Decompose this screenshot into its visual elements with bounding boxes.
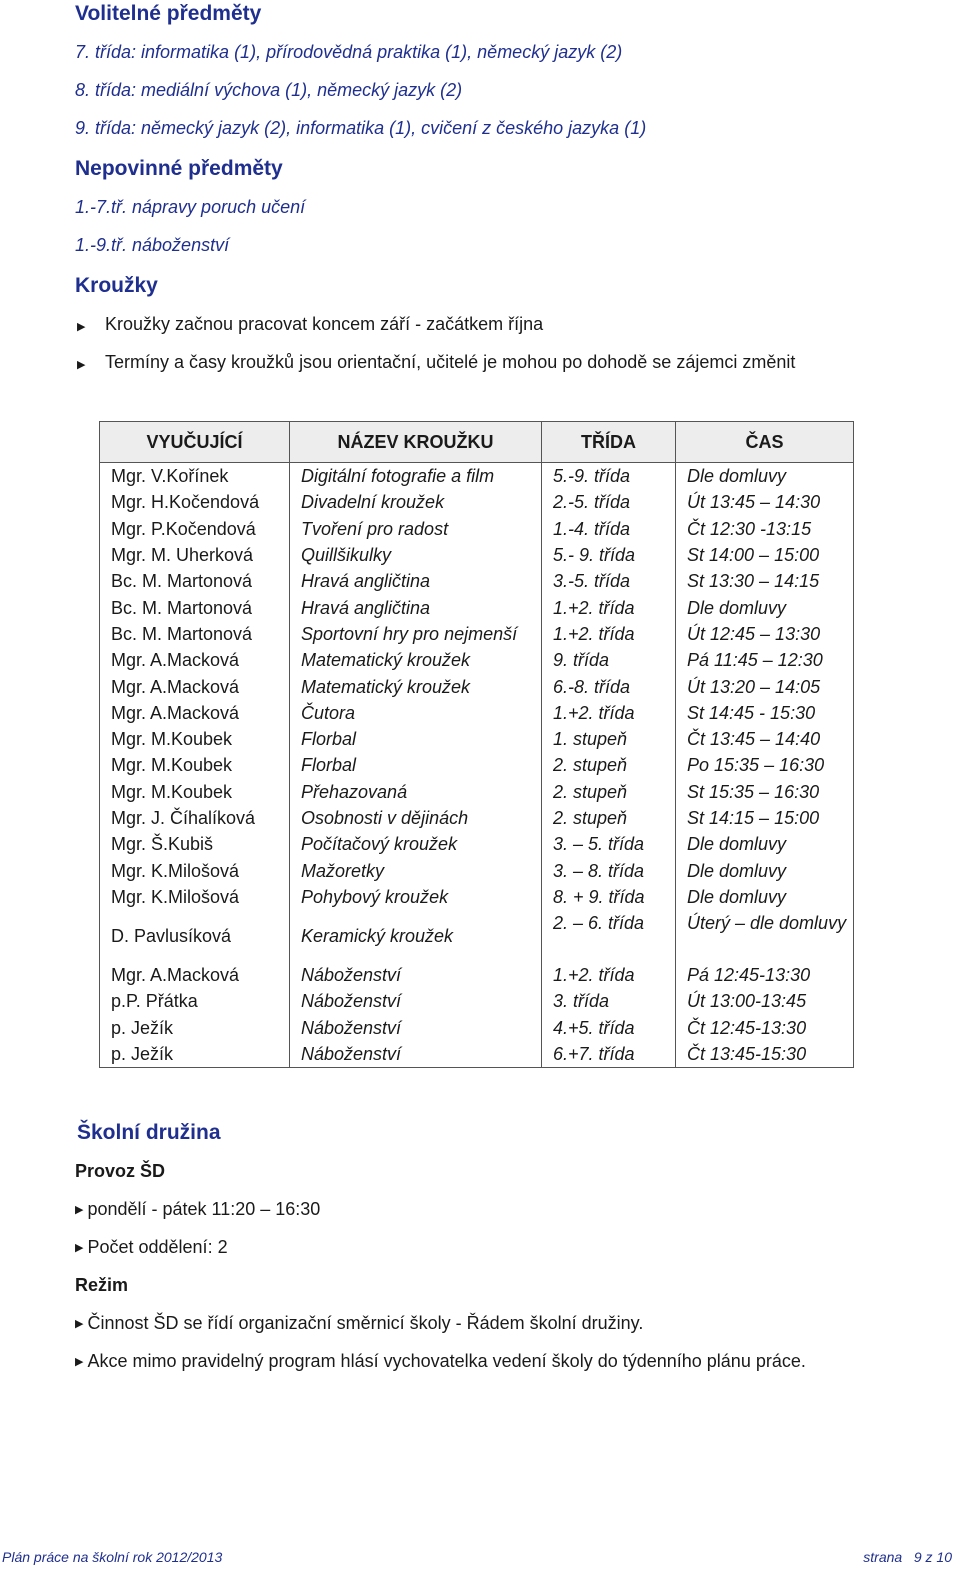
table-row xyxy=(100,516,854,542)
heading-druzina: Školní družina xyxy=(77,1121,221,1144)
volitelne-line: 7. třída: informatika (1), přírodovědná praktika (1), německý jazyk (2) xyxy=(75,42,623,62)
triangle-right-icon: ▶ xyxy=(75,1356,84,1368)
cell-nazev: Přehazovaná xyxy=(290,779,542,805)
cell-trida: 4.+5. třída xyxy=(542,1015,676,1041)
cell-trida: 1.+2. třída xyxy=(542,621,676,647)
cell-cas: Dle domluvy xyxy=(676,857,854,883)
cell-trida: 6.+7. třída xyxy=(542,1041,676,1068)
cell-nazev: Tvoření pro radost xyxy=(290,516,542,542)
heading-volitelne: Volitelné předměty xyxy=(75,2,262,25)
cell-trida: 1.+2. třída xyxy=(542,962,676,988)
cell-nazev: Matematický kroužek xyxy=(290,647,542,673)
rezim-bullet: ▶ Činnost ŠD se řídí organizační směrnicí školy - Řádem školní družiny. xyxy=(75,1313,644,1333)
rezim-bullet: ▶ Akce mimo pravidelný program hlásí vychovatelka vedení školy do týdenního plánu práce. xyxy=(75,1351,806,1371)
table-row xyxy=(100,988,854,1014)
cell-cas: St 14:45 - 15:30 xyxy=(676,700,854,726)
cell-trida: 6.-8. třída xyxy=(542,673,676,699)
column-header-vyucujici: VYUČUJÍCÍ xyxy=(100,422,290,463)
table-row xyxy=(100,962,854,988)
cell-cas: St 14:00 – 15:00 xyxy=(676,542,854,568)
column-header-trida: TŘÍDA xyxy=(542,422,676,463)
cell-vyucujici: Mgr. A.Macková xyxy=(100,647,290,673)
triangle-right-icon: ▶ xyxy=(75,1318,84,1330)
provoz-bullet: ▶ pondělí - pátek 11:20 – 16:30 xyxy=(75,1199,321,1219)
cell-vyucujici: D. Pavlusíková xyxy=(100,910,290,962)
table-header-row xyxy=(100,422,854,463)
cell-cas: Dle domluvy xyxy=(676,594,854,620)
cell-vyucujici: Mgr. H.Kočendová xyxy=(100,489,290,515)
cell-vyucujici: Mgr. M.Koubek xyxy=(100,752,290,778)
cell-trida: 2. stupeň xyxy=(542,779,676,805)
cell-cas: Pá 12:45-13:30 xyxy=(676,962,854,988)
table-row xyxy=(100,857,854,883)
cell-trida: 3. – 8. třída xyxy=(542,857,676,883)
table-row xyxy=(100,779,854,805)
cell-nazev: Digitální fotografie a film xyxy=(290,463,542,490)
cell-vyucujici: Mgr. P.Kočendová xyxy=(100,516,290,542)
cell-nazev: Čutora xyxy=(290,700,542,726)
table-body xyxy=(100,463,854,1068)
triangle-right-icon: ▶ xyxy=(75,1204,84,1216)
cell-nazev: Florbal xyxy=(290,726,542,752)
table-row xyxy=(100,489,854,515)
cell-trida: 1.-4. třída xyxy=(542,516,676,542)
triangle-right-icon: ▶ xyxy=(77,321,86,333)
cell-trida: 9. třída xyxy=(542,647,676,673)
table-row xyxy=(100,542,854,568)
table-row xyxy=(100,1015,854,1041)
provoz-bullet: ▶ Počet oddělení: 2 xyxy=(75,1237,228,1257)
cell-trida: 3. – 5. třída xyxy=(542,831,676,857)
footer-title: Plán práce na školní rok 2012/2013 xyxy=(2,1549,223,1565)
cell-vyucujici: p.P. Přátka xyxy=(100,988,290,1014)
table-row xyxy=(100,594,854,620)
cell-nazev: Keramický kroužek xyxy=(290,910,542,962)
cell-nazev: Mažoretky xyxy=(290,857,542,883)
cell-cas: St 14:15 – 15:00 xyxy=(676,805,854,831)
column-header-cas: ČAS xyxy=(676,422,854,463)
cell-nazev: Náboženství xyxy=(290,1041,542,1068)
heading-nepovinne: Nepovinné předměty xyxy=(75,157,283,180)
triangle-right-icon: ▶ xyxy=(77,359,86,371)
cell-vyucujici: Mgr. K.Milošová xyxy=(100,857,290,883)
cell-vyucujici: Mgr. M. Uherková xyxy=(100,542,290,568)
heading-rezim: Režim xyxy=(75,1275,129,1295)
cell-vyucujici: Mgr. A.Macková xyxy=(100,962,290,988)
volitelne-line: 9. třída: německý jazyk (2), informatika (1), cvičení z českého jazyka (1) xyxy=(75,118,647,138)
cell-nazev: Osobnosti v dějinách xyxy=(290,805,542,831)
cell-nazev: Hravá angličtina xyxy=(290,594,542,620)
cell-trida: 1.+2. třída xyxy=(542,700,676,726)
cell-cas: Dle domluvy xyxy=(676,884,854,910)
cell-vyucujici: Mgr. K.Milošová xyxy=(100,884,290,910)
cell-trida: 2. – 6. třída xyxy=(542,910,676,962)
cell-nazev: Náboženství xyxy=(290,988,542,1014)
triangle-right-icon: ▶ xyxy=(75,1242,84,1254)
cell-nazev: Sportovní hry pro nejmenší xyxy=(290,621,542,647)
table-row xyxy=(100,568,854,594)
heading-krouzky: Kroužky xyxy=(75,274,158,297)
cell-cas: St 15:35 – 16:30 xyxy=(676,779,854,805)
cell-nazev: Pohybový kroužek xyxy=(290,884,542,910)
cell-cas: Út 13:45 – 14:30 xyxy=(676,489,854,515)
cell-trida: 3.-5. třída xyxy=(542,568,676,594)
table-row xyxy=(100,726,854,752)
cell-nazev: Hravá angličtina xyxy=(290,568,542,594)
cell-vyucujici: p. Ježík xyxy=(100,1041,290,1068)
krouzky-bullet: Termíny a časy kroužků jsou orientační, učitelé je mohou po dohodě se zájemci změnit xyxy=(105,352,796,372)
cell-nazev: Matematický kroužek xyxy=(290,673,542,699)
cell-cas: St 13:30 – 14:15 xyxy=(676,568,854,594)
cell-nazev: Náboženství xyxy=(290,962,542,988)
cell-trida: 1. stupeň xyxy=(542,726,676,752)
table-row xyxy=(100,910,854,962)
cell-trida: 2. stupeň xyxy=(542,752,676,778)
cell-cas: Čt 13:45-15:30 xyxy=(676,1041,854,1068)
nepovinne-line: 1.-9.tř. náboženství xyxy=(75,235,230,255)
krouzky-bullet: Kroužky začnou pracovat koncem září - začátkem října xyxy=(105,314,544,334)
table-row xyxy=(100,884,854,910)
cell-trida: 1.+2. třída xyxy=(542,594,676,620)
cell-cas: Pá 11:45 – 12:30 xyxy=(676,647,854,673)
table-row xyxy=(100,621,854,647)
cell-vyucujici: Mgr. A.Macková xyxy=(100,700,290,726)
table-row xyxy=(100,673,854,699)
table-row xyxy=(100,752,854,778)
cell-trida: 3. třída xyxy=(542,988,676,1014)
krouzky-table xyxy=(99,421,854,1068)
nepovinne-line: 1.-7.tř. nápravy poruch učení xyxy=(75,197,306,217)
cell-trida: 2. stupeň xyxy=(542,805,676,831)
cell-cas: Dle domluvy xyxy=(676,831,854,857)
table-row xyxy=(100,1041,854,1068)
cell-cas: Čt 13:45 – 14:40 xyxy=(676,726,854,752)
table-row xyxy=(100,647,854,673)
cell-trida: 2.-5. třída xyxy=(542,489,676,515)
column-header-nazev: NÁZEV KROUŽKU xyxy=(290,422,542,463)
cell-nazev: Náboženství xyxy=(290,1015,542,1041)
cell-vyucujici: Bc. M. Martonová xyxy=(100,621,290,647)
cell-vyucujici: Mgr. V.Kořínek xyxy=(100,463,290,490)
cell-trida: 5.- 9. třída xyxy=(542,542,676,568)
cell-vyucujici: Mgr. M.Koubek xyxy=(100,726,290,752)
cell-nazev: Divadelní kroužek xyxy=(290,489,542,515)
heading-provoz: Provoz ŠD xyxy=(75,1161,166,1181)
cell-trida: 8. + 9. třída xyxy=(542,884,676,910)
page-number: strana 9 z 10 xyxy=(863,1549,952,1565)
volitelne-line: 8. třída: mediální výchova (1), německý jazyk (2) xyxy=(75,80,463,100)
cell-vyucujici: Mgr. Š.Kubiš xyxy=(100,831,290,857)
cell-vyucujici: Mgr. M.Koubek xyxy=(100,779,290,805)
cell-nazev: Quillšikulky xyxy=(290,542,542,568)
cell-cas: Út 12:45 – 13:30 xyxy=(676,621,854,647)
cell-vyucujici: Mgr. A.Macková xyxy=(100,673,290,699)
cell-cas: Po 15:35 – 16:30 xyxy=(676,752,854,778)
cell-vyucujici: p. Ježík xyxy=(100,1015,290,1041)
cell-cas: Čt 12:45-13:30 xyxy=(676,1015,854,1041)
table-row xyxy=(100,700,854,726)
cell-cas: Úterý – dle domluvy xyxy=(676,910,854,962)
cell-trida: 5.-9. třída xyxy=(542,463,676,490)
cell-vyucujici: Mgr. J. Číhalíková xyxy=(100,805,290,831)
cell-nazev: Počítačový kroužek xyxy=(290,831,542,857)
cell-nazev: Florbal xyxy=(290,752,542,778)
cell-vyucujici: Bc. M. Martonová xyxy=(100,594,290,620)
cell-cas: Dle domluvy xyxy=(676,463,854,490)
table-row xyxy=(100,463,854,490)
cell-cas: Út 13:20 – 14:05 xyxy=(676,673,854,699)
cell-vyucujici: Bc. M. Martonová xyxy=(100,568,290,594)
cell-cas: Čt 12:30 -13:15 xyxy=(676,516,854,542)
table-row xyxy=(100,805,854,831)
cell-cas: Út 13:00-13:45 xyxy=(676,988,854,1014)
table-row xyxy=(100,831,854,857)
